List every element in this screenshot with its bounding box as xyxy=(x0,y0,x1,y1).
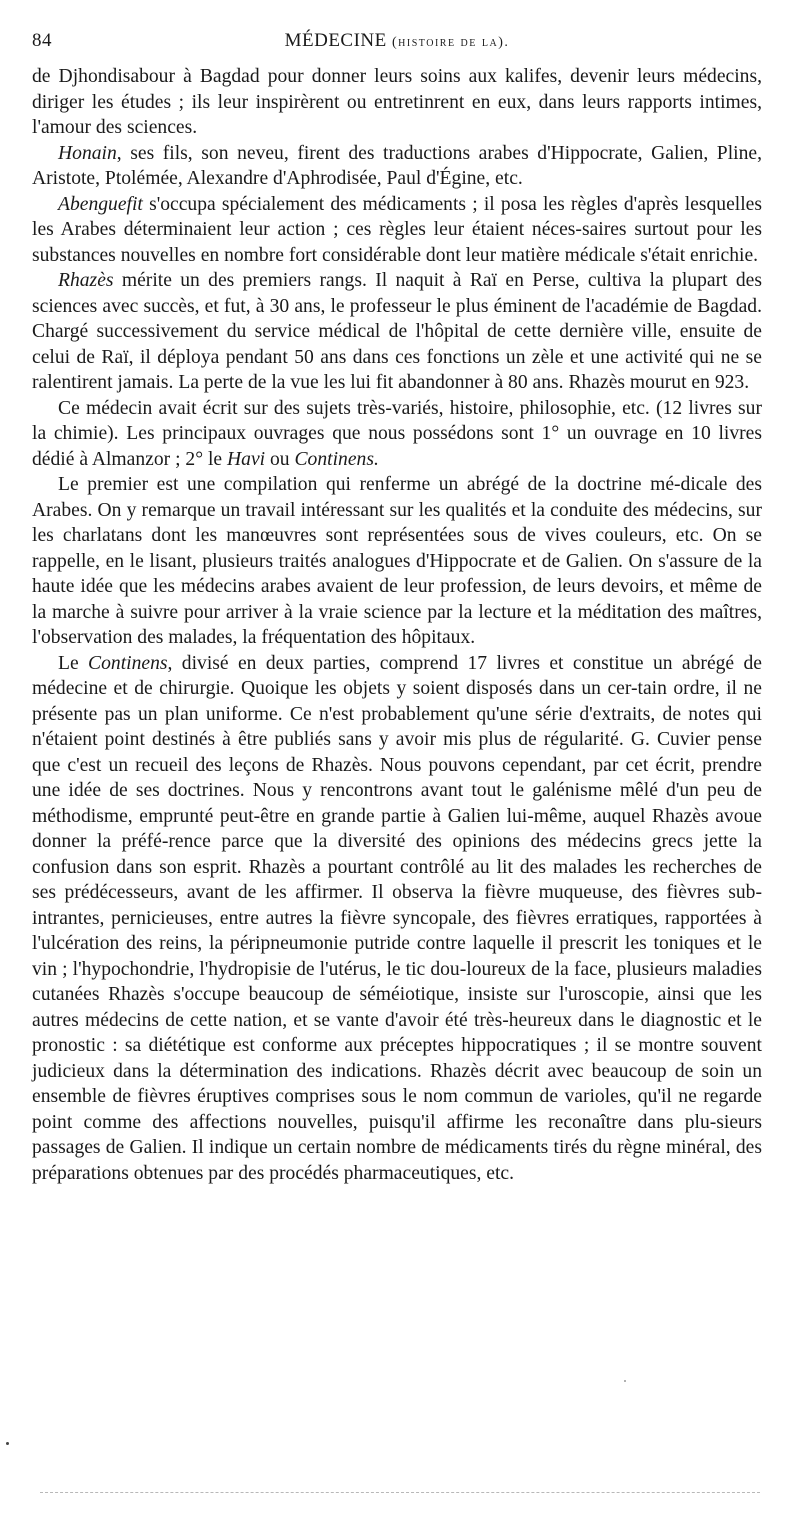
italic-text: Havi xyxy=(227,448,266,470)
article-body xyxy=(32,64,762,1186)
text-run: Le xyxy=(58,652,89,674)
paragraph xyxy=(32,396,762,473)
running-head-title: MÉDECINE xyxy=(284,30,387,51)
page-number: 84 xyxy=(32,30,52,51)
paragraph xyxy=(32,192,762,269)
text-run: s'occupa spécialement des médicaments ; il posa les règles d'après lesquelles les Arabes déterminaient leur action ; ces règles leur étaient néces-saires surtout pour les substances nouvelles en nombre fort considérable dont leur matière médicale s'était enrichie. xyxy=(32,193,762,266)
text-run: mérite un des premiers rangs. Il naquit à Raï en Perse, cultiva la plupart des sciences avec succès, et fut, à 30 ans, le professeur le plus éminent de l'académie de Bagdad. Chargé successivement du service médical de l'hôpital de cette dernière ville, ensuite de celui de Raï, il déploya pendant 50 ans dans ces fonctions un zèle et une activité qui ne se ralentirent jamais. La perte de la vue les lui fit abandonner à 80 ans. Rhazès mourut en 923. xyxy=(32,270,762,393)
italic-text: Rhazès xyxy=(58,270,114,291)
paragraph xyxy=(32,268,762,396)
paragraph xyxy=(32,472,762,651)
italic-text: Abenguefit xyxy=(58,193,143,215)
text-run: Ce médecin avait écrit sur des sujets très-variés, histoire, philosophie, etc. (12 livres sur la chimie). Les principaux ouvrages que nous possédons sont 1° un ouvrage en 10 livres dédié à Almanzor ; 2° le xyxy=(32,397,762,470)
text-run: de Djhondisabour à Bagdad pour donner leurs soins aux kalifes, devenir leurs médecins, diriger les études ; ils leur inspirèrent ou entretinrent en eux, dans leurs rapports intimes, l'amour des sciences. xyxy=(32,66,762,138)
text-run: ou xyxy=(265,448,295,470)
paragraph xyxy=(32,141,762,192)
page-header xyxy=(32,30,762,58)
text-run: , ses fils, son neveu, firent des traductions arabes d'Hippocrate, Galien, Pline, Aristote, Ptolémée, Alexandre d'Aphrodisée, Paul d'Égine, etc. xyxy=(32,142,762,189)
italic-text: Continens xyxy=(88,652,168,674)
italic-text: Continens. xyxy=(294,448,379,470)
running-head-subtitle: (histoire de la). xyxy=(392,35,510,50)
paragraph xyxy=(32,64,762,141)
italic-text: Honain xyxy=(58,142,117,164)
footer-rule xyxy=(40,1492,760,1493)
text-run: , divisé en deux parties, comprend 17 livres et constitue un abrégé de médecine et de chirurgie. Quoique les objets y soient disposés dans un cer-tain ordre, il ne présente pas un plan uniforme. Ce n'est probablement qu'une série d'extraits, de notes qui n'étaient point destinés à être publiés sans y avoir mis plus de régularité. G. Cuvier pense que c'est un recueil des leçons de Rhazès. Nous pouvons cependant, par cet écrit, prendre une idée de ses doctrines. Nous y rencontrons avant tout le galénisme mêlé d'un peu de méthodisme, emprunté peut-être en grande partie à Galien lui-même, auquel Rhazès avoue donner la préfé-rence parce que la diversité des opinions des médecins grecs jette la confusion dans son esprit. Rhazès a pourtant contrôlé au lit des malades les recherches de ses prédécesseurs, avant de les affirmer. Il observa la fièvre muqueuse, des fièvres sub-intrantes, pernicieuses, entre autres la fièvre syncopale, des fièvres erratiques, rapportées à l'ulcération des reins, la péripneumonie putride contre laquelle il prescrit les toniques et le vin ; l'hypochondrie, l'hydropisie de l'utérus, le tic dou-loureux de la face, plusieurs maladies cutanées Rhazès s'occupe beaucoup de séméiotique, insiste sur l'uroscopie, ainsi que les autres médecins de cette nation, et se vante d'avoir été très-heureux dans le diagnostic et le pronostic : sa diététique est conforme aux préceptes hippocratiques ; il se montre souvent judicieux dans la détermination des indications. Rhazès décrit avec beaucoup de soin un ensemble de fièvres éruptives comprises sous le nom commun de varioles, qu'il ne regarde point comme des affections nouvelles, puisqu'il affirme les reconaître dans plu-sieurs passages de Galien. Il indique un certain nombre de médicaments tirés du règne minéral, des préparations obtenues par des procédés pharmaceutiques, etc. xyxy=(32,652,762,1184)
running-head xyxy=(32,30,762,52)
print-speck xyxy=(624,1380,626,1382)
paragraph xyxy=(32,651,762,1187)
text-run: Le premier est une compilation qui renferme un abrégé de la doctrine mé-dicale des Arabes. On y remarque un travail intéressant sur les qualités et la conduite des médecins, sur les charlatans dont les manœuvres sont représentées sous de vives couleurs, etc. On se rappelle, en le lisant, plusieurs traités analogues d'Hippocrate et de Galien. On s'assure de la haute idée que les médecins arabes avaient de leur profession, de leurs devoirs, et même de la marche à suivre pour arriver à la vraie science par la lecture et la méditation des maîtres, l'observation des malades, la fréquentation des hôpitaux. xyxy=(32,474,762,648)
print-speck xyxy=(6,1442,9,1445)
